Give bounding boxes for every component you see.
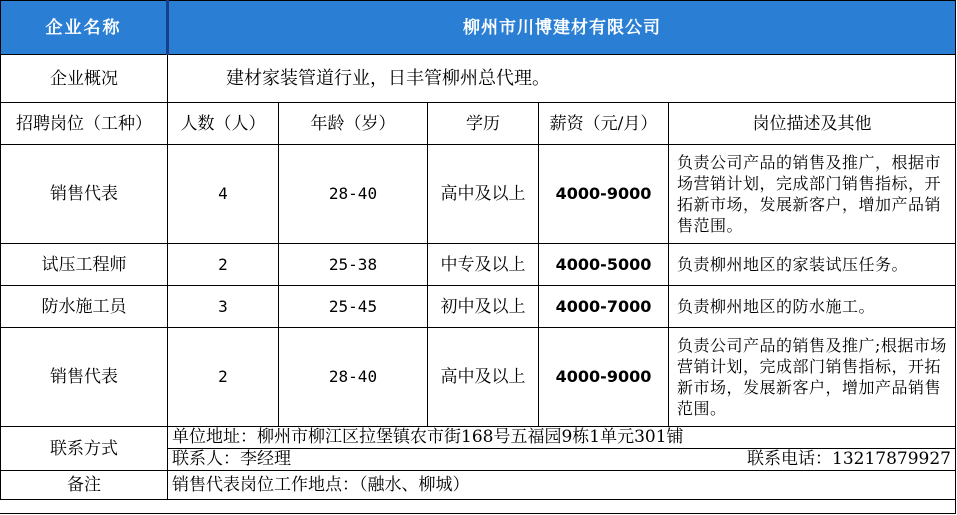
contact-label: 联系方式: [1, 427, 168, 471]
contact-row: [1, 427, 956, 471]
overview-row: [1, 55, 956, 103]
description-cell: 负责公司产品的销售及推广，根据市场营销计划，完成部门销售指标，开拓新市场，发展新客户，增加产品销售范围。: [669, 145, 956, 244]
company-name-label: 企业名称: [1, 1, 168, 55]
education-cell: 高中及以上: [428, 145, 539, 244]
count-cell: 2: [168, 328, 279, 427]
position-cell: 试压工程师: [1, 244, 168, 286]
salary-cell: 4000-9000: [539, 328, 669, 427]
remark-text: 销售代表岗位工作地点：（融水、柳城）: [168, 471, 956, 500]
header-count: 人数（人）: [168, 103, 279, 145]
salary-cell: 4000-7000: [539, 286, 669, 328]
age-cell: 28-40: [279, 328, 428, 427]
header-salary: 薪资（元/月）: [539, 103, 669, 145]
header-education: 学历: [428, 103, 539, 145]
count-cell: 4: [168, 145, 279, 244]
overview-text: 建材家装管道行业，日丰管柳州总代理。: [168, 55, 956, 103]
education-cell: 初中及以上: [428, 286, 539, 328]
position-cell: 销售代表: [1, 145, 168, 244]
remark-label: 备注: [1, 471, 168, 500]
age-cell: 25-45: [279, 286, 428, 328]
description-cell: 负责柳州地区的家装试压任务。: [669, 244, 956, 286]
header-age: 年龄（岁）: [279, 103, 428, 145]
contact-phone: 联系电话：13217879927: [747, 449, 951, 469]
header-position: 招聘岗位（工种）: [1, 103, 168, 145]
header-description: 岗位描述及其他: [669, 103, 956, 145]
description-cell: 负责公司产品的销售及推广;根据市场营销计划，完成部门销售指标，开拓新市场，发展新客户，增加产品销售范围。: [669, 328, 956, 427]
table-row: [1, 145, 956, 244]
position-cell: 销售代表: [1, 328, 168, 427]
company-name: 柳州市川博建材有限公司: [168, 1, 956, 55]
education-cell: 高中及以上: [428, 328, 539, 427]
contact-person-line: [168, 449, 955, 470]
age-cell: 25-38: [279, 244, 428, 286]
salary-cell: 4000-9000: [539, 145, 669, 244]
age-cell: 28-40: [279, 145, 428, 244]
table-header-row: [1, 103, 956, 145]
table-row: [1, 244, 956, 286]
title-row: [1, 1, 956, 55]
contact-person: 联系人：李经理: [172, 449, 291, 469]
contact-details: [168, 427, 956, 471]
table-row: [1, 328, 956, 427]
position-cell: 防水施工员: [1, 286, 168, 328]
table-row: [1, 286, 956, 328]
salary-cell: 4000-5000: [539, 244, 669, 286]
count-cell: 3: [168, 286, 279, 328]
contact-address: 单位地址：柳州市柳江区拉堡镇农市街168号五福园9栋1单元301铺: [168, 427, 955, 449]
education-cell: 中专及以上: [428, 244, 539, 286]
description-cell: 负责柳州地区的防水施工。: [669, 286, 956, 328]
overview-label: 企业概况: [1, 55, 168, 103]
count-cell: 2: [168, 244, 279, 286]
remark-row: [1, 471, 956, 500]
